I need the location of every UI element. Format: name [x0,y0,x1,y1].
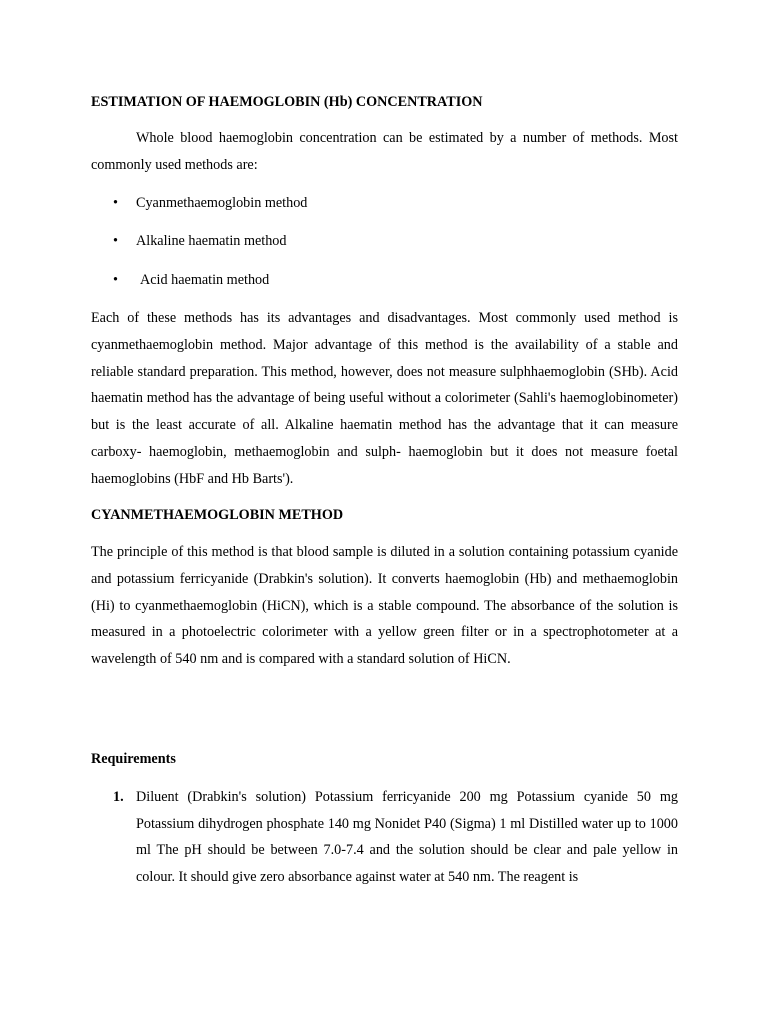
method-label: Acid haematin method [140,271,270,288]
intro-paragraph: Whole blood haemoglobin concentration can be estimated by a number of methods. Most commonly used methods are: [91,130,678,173]
list-item [91,267,678,305]
requirements-heading: Requirements [91,751,176,767]
principle-paragraph: The principle of this method is that blood sample is diluted in a solution containing potassium cyanide and potassium ferricyanide (Drabkin's solution). It converts haemoglobin (Hb) and methaemoglobin (Hi) to cyanmethaemoglobin (HiCN), which is a stable compound. The absorbance of the solution is measured in a photoelectric colorimeter with a yellow green filter or in a spectrophotometer at a wavelength of 540 nm and is compared with a standard solution of HiCN. [91,544,678,668]
bullet-icon: • [113,233,118,250]
bullet-icon: • [113,271,118,288]
methods-list [91,190,678,305]
document-title: ESTIMATION OF HAEMOGLOBIN (Hb) CONCENTRATION [91,94,483,110]
method-label: Alkaline haematin method [136,233,287,250]
bullet-icon: • [113,195,118,211]
method-label: Cyanmethaemoglobin method [136,195,308,211]
requirement-number: 1. [113,789,124,805]
list-item [91,228,678,266]
section-heading: CYANMETHAEMOGLOBIN METHOD [91,507,344,523]
list-item [91,190,678,228]
comparison-paragraph: Each of these methods has its advantages and disadvantages. Most commonly used method is cyanmethaemoglobin method. Major advantage of this method is the availability of a stable and reliable standard preparation. This method, however, does not measure sulphhaemoglobin (SHb). Acid haematin method has the advantage of being useful without a colorimeter (Sahli's haemoglobinometer) but is the least accurate of all. Alkaline haematin method has the advantage that it can measure carboxy- haemoglobin, methaemoglobin and sulph- haemoglobin but it does not measure foetal haemoglobins (HbF and Hb Barts'). [91,310,678,487]
requirement-text: Diluent (Drabkin's solution) Potassium ferricyanide 200 mg Potassium cyanide 50 mg Potassium dihydrogen phosphate 140 mg Nonidet P40 (Sigma) 1 ml Distilled water up to 1000 ml The pH should be between 7.0-7.4 and the solution should be clear and pale yellow in colour. It should give zero absorbance against water at 540 nm. The reagent is [136,789,678,885]
